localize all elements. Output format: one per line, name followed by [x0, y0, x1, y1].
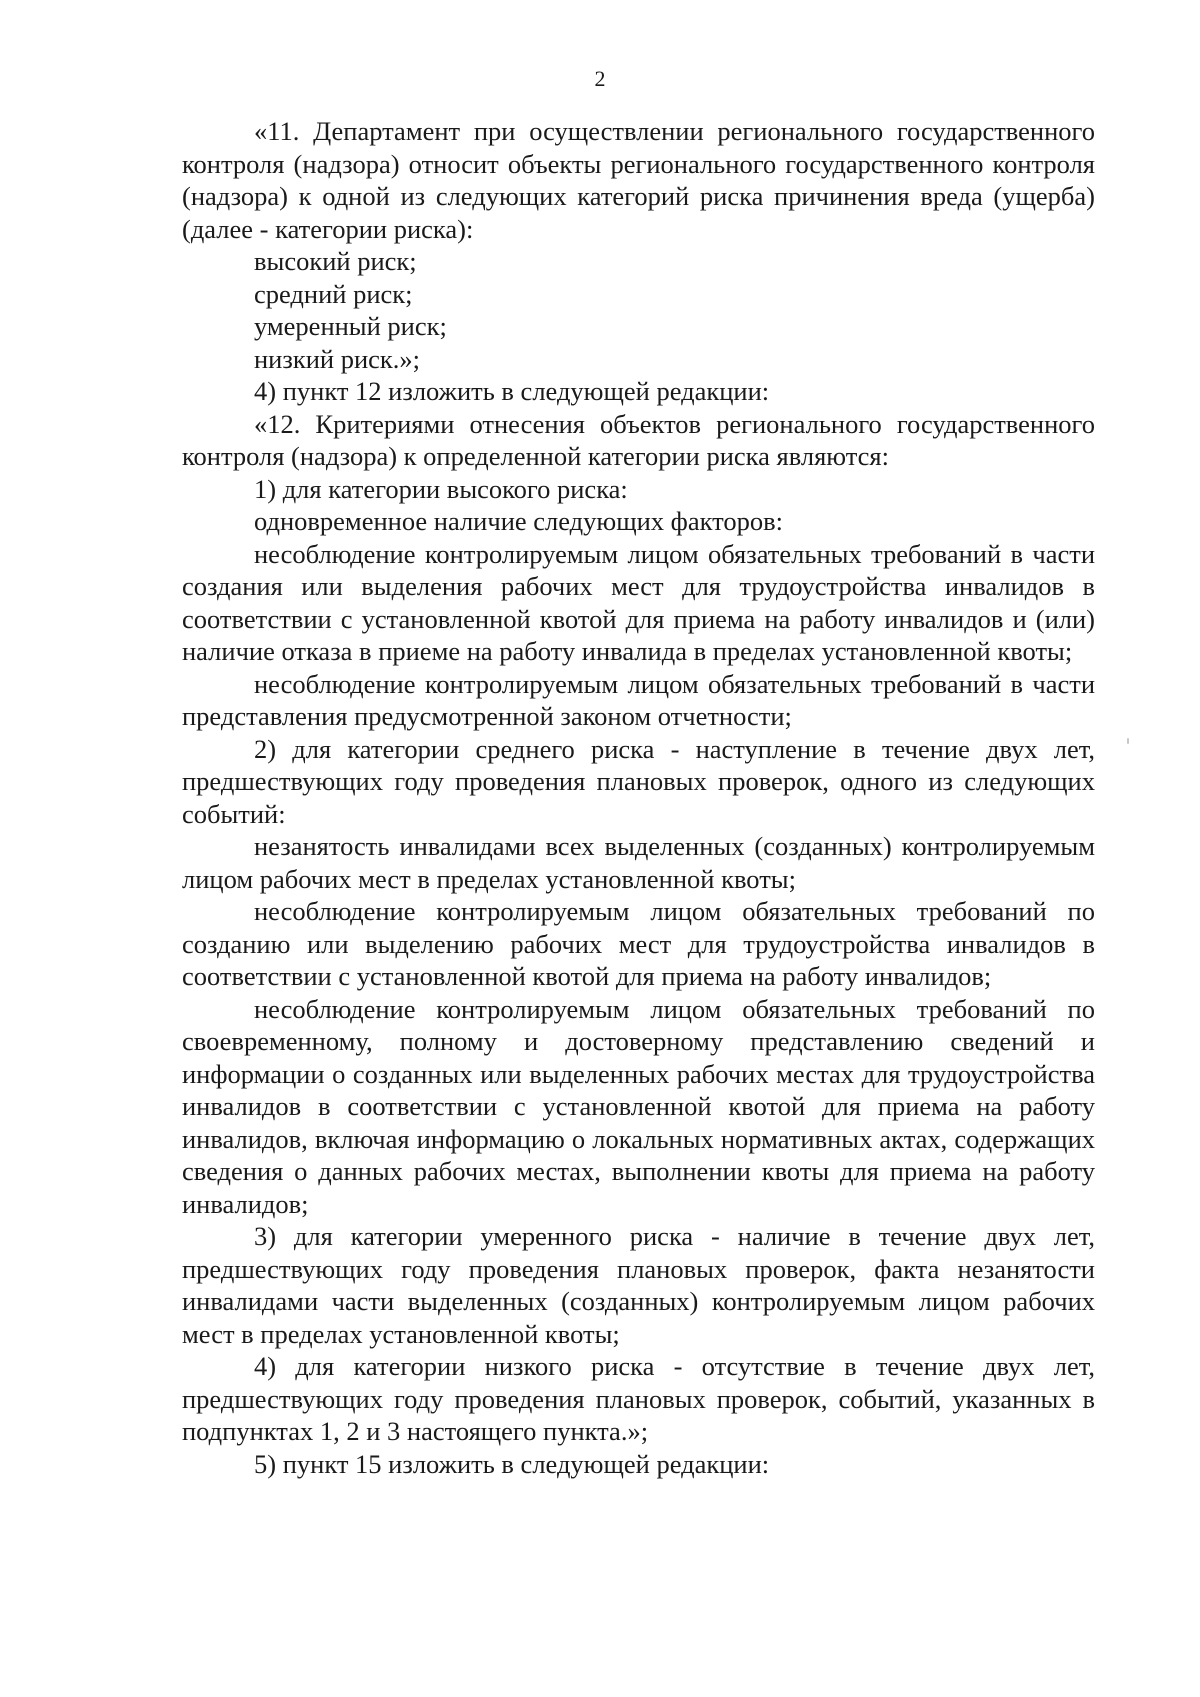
risk-level-medium: средний риск;: [254, 278, 413, 309]
paragraph-12-intro: «12. Критериями отнесения объектов регионального государственного контроля (надзора) к определенной категории риска являются:: [182, 408, 1095, 471]
criteria-high-factors: одновременное наличие следующих факторов:: [254, 506, 783, 536]
criteria-medium-event-3: несоблюдение контролируемым лицом обязательных требований по своевременному, полному и достоверному представлению сведений и информации о созданных или выделенных рабочих местах для трудоустройства инвалидов в соответствии с установленной квотой для приема на работу инвалидов, включая информацию о локальных нормативных актах, содержащих сведения о данных рабочих местах, выполнении квоты для приема на работу инвалидов;: [182, 993, 1095, 1219]
risk-level-low: низкий риск.»;: [254, 343, 421, 374]
criteria-medium-heading: 2) для категории среднего риска - наступление в течение двух лет, предшествующих году проведения плановых проверок, одного из следующих событий:: [182, 733, 1095, 829]
criteria-medium-event-1: незанятость инвалидами всех выделенных (созданных) контролируемым лицом рабочих мест в пределах установленной квоты;: [182, 831, 1095, 894]
amendment-item-5: 5) пункт 15 изложить в следующей редакции:: [254, 1448, 770, 1479]
document-body: [182, 115, 1095, 1480]
criteria-medium-event-2: несоблюдение контролируемым лицом обязательных требований по созданию или выделению рабочих мест для трудоустройства инвалидов в соответствии с установленной квотой для приема на работу инвалидов;: [182, 896, 1095, 991]
criteria-high-factor-1: несоблюдение контролируемым лицом обязательных требований в части создания или выделения рабочих мест для трудоустройства инвалидов в соответствии с установленной квотой для приема на работу инвалидов и (или) наличие отказа в приеме на работу инвалида в пределах установленной квоты;: [182, 538, 1095, 666]
criteria-low: 4) для категории низкого риска - отсутствие в течение двух лет, предшествующих году проведения плановых проверок, событий, указанных в подпунктах 1, 2 и 3 настоящего пункта.»;: [182, 1351, 1095, 1446]
amendment-item-4: 4) пункт 12 изложить в следующей редакции:: [254, 376, 770, 406]
risk-level-high: высокий риск;: [254, 246, 417, 276]
criteria-high-heading: 1) для категории высокого риска:: [254, 473, 628, 504]
criteria-moderate: 3) для категории умеренного риска - наличие в течение двух лет, предшествующих году проведения плановых проверок, факта незанятости инвалидами части выделенных (созданных) контролируемым лицом рабочих мест в пределах установленной квоты;: [182, 1221, 1095, 1349]
page-number: 2: [594, 66, 606, 91]
paragraph-11-intro: «11. Департамент при осуществлении регионального государственного контроля (надзора) относит объекты регионального государственного контроля (надзора) к одной из следующих категорий риска причинения вреда (ущерба) (далее - категории риска):: [182, 116, 1095, 244]
criteria-high-factor-2: несоблюдение контролируемым лицом обязательных требований в части представления предусмотренной законом отчетности;: [182, 668, 1095, 731]
risk-level-moderate: умеренный риск;: [254, 311, 447, 341]
scan-speck: [1127, 738, 1129, 744]
